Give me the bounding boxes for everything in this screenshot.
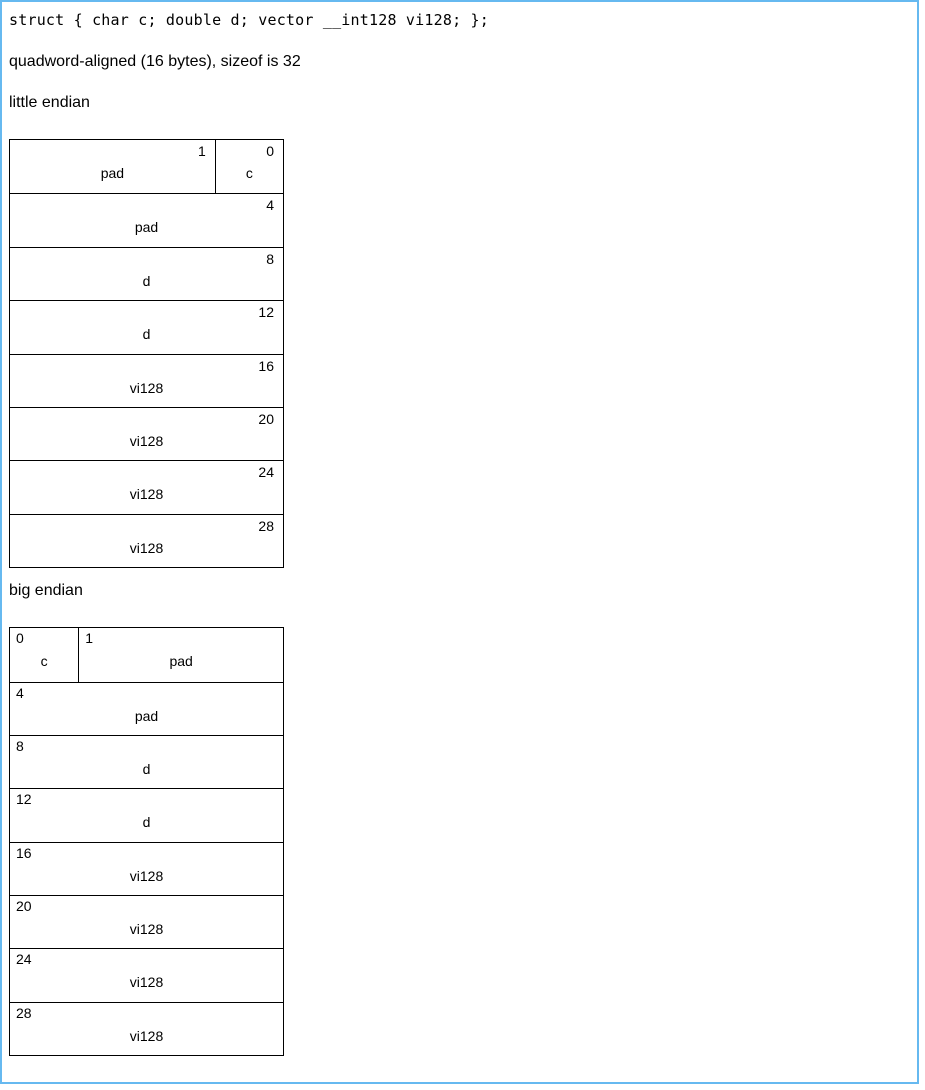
byte-offset-label: 12 bbox=[16, 791, 32, 808]
byte-row bbox=[10, 300, 283, 353]
byte-row bbox=[10, 514, 283, 567]
field-name-label: d bbox=[142, 760, 151, 777]
byte-row bbox=[10, 628, 283, 681]
endianness-diagrams-container bbox=[9, 93, 917, 1056]
big-endian-layout-table bbox=[9, 627, 284, 1056]
field-name-label: pad bbox=[134, 707, 159, 724]
byte-offset-label: 28 bbox=[258, 517, 274, 534]
field-name-label: c bbox=[245, 165, 253, 181]
field-cell-d bbox=[10, 789, 283, 841]
byte-offset-label: 0 bbox=[266, 143, 274, 159]
field-cell-pad bbox=[10, 683, 283, 735]
byte-offset-label: 28 bbox=[16, 1004, 32, 1021]
field-cell-vi128 bbox=[10, 843, 283, 895]
byte-offset-label: 8 bbox=[16, 737, 24, 754]
field-cell-vi128 bbox=[10, 355, 283, 407]
byte-row bbox=[10, 407, 283, 460]
byte-offset-label: 16 bbox=[258, 357, 274, 374]
field-name-label: d bbox=[142, 326, 151, 343]
byte-offset-label: 24 bbox=[16, 951, 32, 968]
field-cell-vi128 bbox=[10, 461, 283, 513]
byte-offset-label: 1 bbox=[85, 630, 94, 647]
field-cell-vi128 bbox=[10, 408, 283, 460]
byte-offset-label: 4 bbox=[266, 197, 274, 214]
field-name-label: d bbox=[142, 814, 151, 831]
field-name-label: c bbox=[40, 653, 48, 670]
field-cell-pad bbox=[10, 140, 215, 193]
field-name-label: vi128 bbox=[129, 432, 164, 449]
byte-row bbox=[10, 895, 283, 948]
byte-offset-label: 4 bbox=[16, 684, 24, 701]
field-name-label: vi128 bbox=[129, 486, 164, 503]
field-name-label: vi128 bbox=[129, 1027, 164, 1044]
field-cell-c bbox=[215, 140, 283, 193]
field-name-label: vi128 bbox=[129, 539, 164, 556]
byte-row bbox=[10, 247, 283, 300]
field-cell-d bbox=[10, 248, 283, 300]
field-name-label: d bbox=[142, 272, 151, 289]
byte-offset-label: 16 bbox=[16, 844, 32, 861]
field-name-label: pad bbox=[100, 165, 125, 181]
field-cell-vi128 bbox=[10, 1003, 283, 1055]
alignment-note: quadword-aligned (16 bytes), sizeof is 32 bbox=[9, 53, 301, 70]
byte-row bbox=[10, 735, 283, 788]
field-cell-d bbox=[10, 301, 283, 353]
field-name-label: vi128 bbox=[129, 379, 164, 396]
field-cell-d bbox=[10, 736, 283, 788]
byte-row bbox=[10, 140, 283, 193]
field-cell-c bbox=[10, 628, 78, 681]
byte-offset-label: 24 bbox=[258, 464, 274, 481]
byte-offset-label: 12 bbox=[258, 304, 274, 321]
byte-offset-label: 0 bbox=[16, 630, 24, 647]
field-name-label: vi128 bbox=[129, 974, 164, 991]
little-endian-layout-table bbox=[9, 139, 284, 568]
byte-offset-label: 20 bbox=[258, 410, 274, 427]
byte-row bbox=[10, 460, 283, 513]
byte-row bbox=[10, 948, 283, 1001]
byte-offset-label: 1 bbox=[197, 143, 206, 159]
byte-row bbox=[10, 842, 283, 895]
field-cell-vi128 bbox=[10, 949, 283, 1001]
byte-offset-label: 8 bbox=[266, 250, 274, 267]
byte-row bbox=[10, 193, 283, 246]
byte-row bbox=[10, 354, 283, 407]
field-name-label: vi128 bbox=[129, 867, 164, 884]
byte-row bbox=[10, 1002, 283, 1055]
field-name-label: pad bbox=[169, 653, 193, 670]
big-endian-title: big endian bbox=[9, 582, 83, 600]
field-cell-vi128 bbox=[10, 515, 283, 567]
field-cell-pad bbox=[78, 628, 283, 681]
struct-declaration-code: struct { char c; double d; vector __int128 vi128; }; bbox=[9, 11, 489, 29]
byte-row bbox=[10, 682, 283, 735]
byte-offset-label: 20 bbox=[16, 898, 32, 915]
little-endian-title: little endian bbox=[9, 94, 90, 111]
field-cell-pad bbox=[10, 194, 283, 246]
field-name-label: vi128 bbox=[129, 921, 164, 938]
field-name-label: pad bbox=[134, 219, 159, 236]
field-cell-vi128 bbox=[10, 896, 283, 948]
byte-row bbox=[10, 788, 283, 841]
